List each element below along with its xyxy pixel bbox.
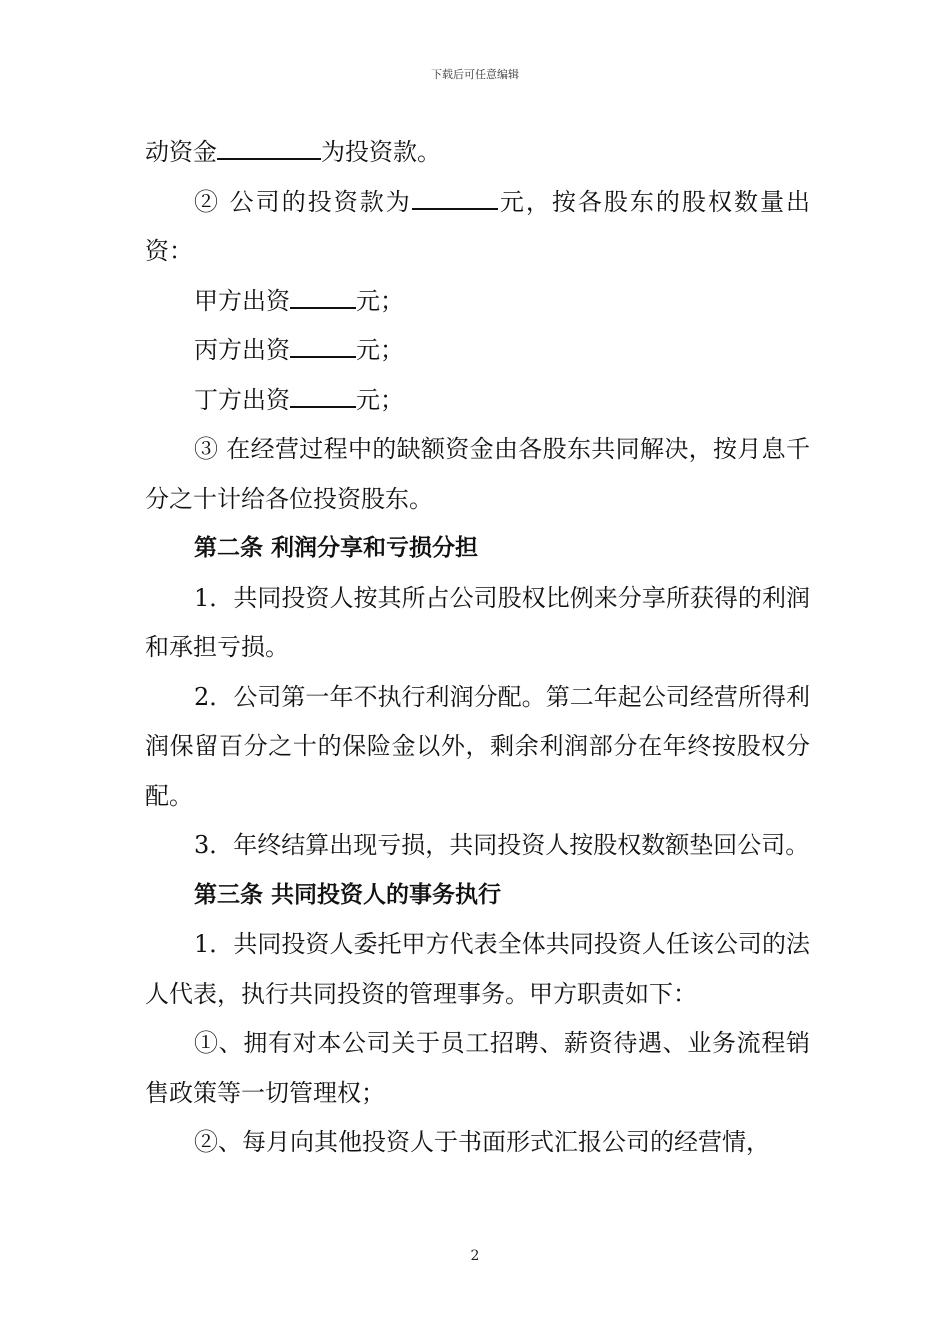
paragraph-2-3: 3．年终结算出现亏损，共同投资人按股权数额垫回公司。 <box>194 831 810 859</box>
text-segment: 元； <box>356 336 404 364</box>
page-number: 2 <box>470 1248 480 1264</box>
document-body <box>145 128 810 1168</box>
text-segment: 为投资款。 <box>321 138 441 166</box>
fill-in-blank <box>290 336 356 358</box>
paragraph-3-1-a: ①、拥有对本公司关于员工招聘、薪资待遇、业务流程销售政策等一切管理权； <box>145 1029 810 1107</box>
paragraph-3-1: 1．共同投资人委托甲方代表全体共同投资人任该公司的法人代表，执行共同投资的管理事务。甲方职责如下： <box>145 930 810 1008</box>
paragraph-3-1-b: ②、每月向其他投资人于书面形式汇报公司的经营情， <box>194 1128 770 1156</box>
text-segment: 元； <box>356 286 404 315</box>
page-header: 下载后可任意编辑 <box>431 68 519 81</box>
paragraph-party-c <box>145 326 810 376</box>
paragraph-party-d <box>145 376 810 426</box>
fill-in-blank <box>412 188 498 210</box>
paragraph-2-1: 1．共同投资人按其所占公司股权比例来分享所获得的利润和承担亏损。 <box>145 583 810 661</box>
fill-in-blank <box>217 138 321 160</box>
fill-in-blank <box>290 287 356 309</box>
section-heading-2: 第二条 利润分享和亏损分担 <box>194 535 479 561</box>
text-segment: 元，按各股东的股权数量出资： <box>145 187 811 265</box>
paragraph-investment-amount <box>145 178 810 277</box>
text-segment: 动资金 <box>145 138 217 166</box>
paragraph-shortfall: ③ 在经营过程中的缺额资金由各股东共同解决，按月息千分之十计给各位投资股东。 <box>145 435 810 513</box>
paragraph-party-a <box>145 277 810 327</box>
section-heading-3: 第三条 共同投资人的事务执行 <box>194 881 502 908</box>
paragraph-2-2: 2．公司第一年不执行利润分配。第二年起公司经营所得利润保留百分之十的保险金以外，剩余利润部分在年终按股权分配。 <box>145 682 810 810</box>
text-segment: 丁方出资 <box>194 385 290 414</box>
text-segment: 丙方出资 <box>194 336 290 364</box>
paragraph-funds <box>145 128 810 178</box>
text-segment: ② 公司的投资款为 <box>194 187 412 216</box>
fill-in-blank <box>290 386 356 408</box>
text-segment: 元； <box>356 385 404 414</box>
text-segment: 甲方出资 <box>194 286 290 315</box>
